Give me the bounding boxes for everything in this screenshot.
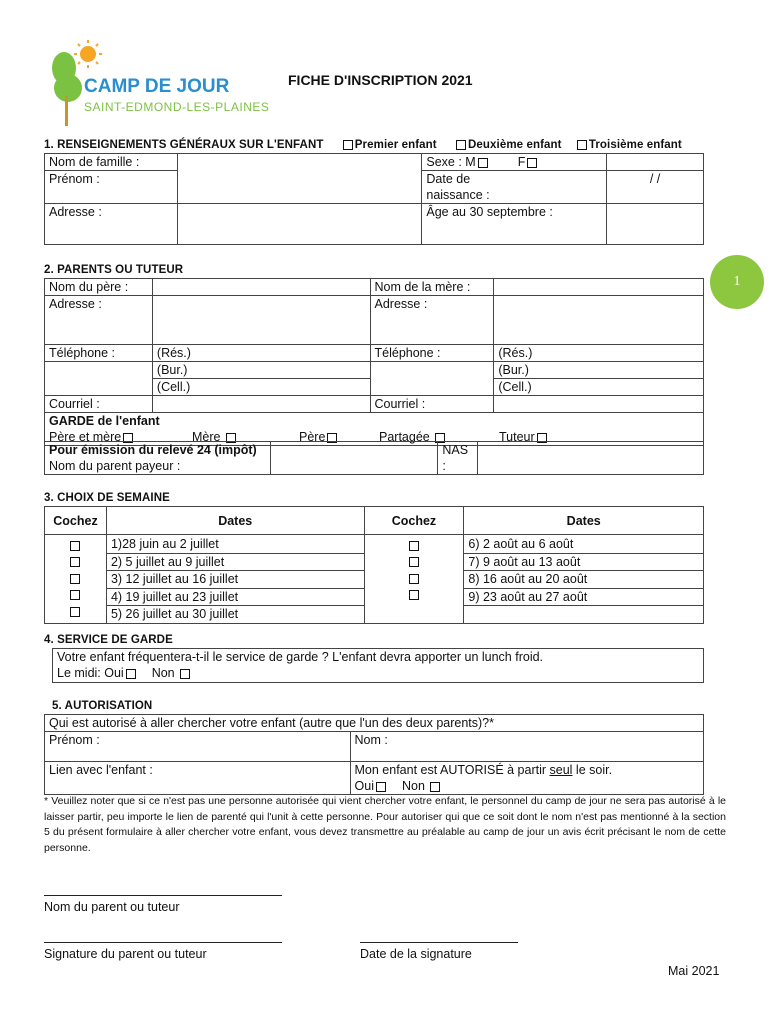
weeks-right-checks [364, 535, 464, 624]
father-phone-cell[interactable]: (Cell.) [152, 379, 370, 396]
logo-text-place: SAINT-EDMOND-LES-PLAINES [84, 100, 270, 114]
week-3-date: 3) 12 juillet au 16 juillet [107, 571, 364, 589]
s4-table [52, 648, 704, 683]
weeks-left-dates [106, 535, 364, 624]
sex-f-label: F [517, 155, 526, 169]
sex-label: Sexe : M [426, 155, 476, 169]
family-name-field[interactable] [177, 154, 422, 204]
mother-name-label: Nom de la mère : [370, 279, 494, 296]
weeks-table [44, 506, 704, 624]
mother-address-field[interactable] [494, 296, 704, 345]
dates-header-left: Dates [106, 507, 364, 535]
mother-phone-res[interactable]: (Rés.) [494, 345, 704, 362]
week-4-date: 4) 19 juillet au 23 juillet [107, 589, 364, 607]
blank [45, 362, 153, 379]
auth-question: Qui est autorisé à aller chercher votre enfant (autre que l'un des deux parents)?* [45, 715, 704, 732]
parent-name-line[interactable] [44, 895, 282, 896]
dob-field[interactable]: / / [607, 171, 704, 204]
footer-date: Mai 2021 [668, 964, 720, 978]
auth-alone-text-a: Mon enfant est AUTORISÉ à partir [354, 763, 550, 777]
nas-field[interactable] [478, 442, 704, 475]
payer-label: Nom du parent payeur : [49, 459, 181, 473]
logo-text-camp: CAMP DE JOUR [84, 76, 230, 97]
family-name-label: Nom de famille : [45, 154, 178, 171]
week-1-checkbox[interactable] [70, 541, 80, 551]
dob-label-1: Date de [426, 172, 471, 186]
weeks-left-checks [45, 535, 107, 624]
week-9-checkbox[interactable] [409, 590, 419, 600]
form-title: FICHE D'INSCRIPTION 2021 [288, 72, 473, 88]
s2-heading: 2. PARENTS OU TUTEUR [44, 264, 184, 276]
page-badge-number: 1 [733, 274, 741, 289]
sex-cell [422, 154, 607, 171]
cochez-header-left: Cochez [45, 507, 107, 535]
address-label: Adresse : [45, 204, 178, 245]
week-5-date: 5) 26 juillet au 30 juillet [110, 607, 239, 621]
signature-caption: Signature du parent ou tuteur [44, 947, 207, 961]
custody-shared-label: Partagée [379, 430, 430, 444]
auth-no-checkbox[interactable] [430, 782, 440, 792]
mother-email-label: Courriel : [370, 396, 494, 413]
father-phone-label: Téléphone : [45, 345, 153, 362]
father-name-label: Nom du père : [45, 279, 153, 296]
s1-heading [44, 139, 704, 151]
custody-both-label: Père et mère [49, 430, 122, 444]
weeks-right-dates [464, 535, 704, 624]
father-phone-bur[interactable]: (Bur.) [152, 362, 370, 379]
first-child-checkbox[interactable] [343, 140, 353, 150]
age-field[interactable] [607, 204, 704, 245]
lunch-no-label: Non [151, 666, 175, 680]
week-1-date: 1)28 juin au 2 juillet [107, 536, 364, 554]
third-child-label: Troisième enfant [588, 139, 682, 151]
blank [370, 362, 494, 379]
father-address-field[interactable] [152, 296, 370, 345]
payer-field[interactable] [270, 442, 438, 475]
father-name-field[interactable] [152, 279, 370, 296]
auth-alone-cell [350, 762, 703, 795]
mother-email-field[interactable] [494, 396, 704, 413]
auth-no-label: Non [401, 779, 425, 793]
lunch-yes-label: Le midi: Oui [57, 666, 124, 680]
auth-yes-label: Oui [354, 779, 374, 793]
week-8-checkbox[interactable] [409, 574, 419, 584]
sex-m-checkbox[interactable] [478, 158, 488, 168]
first-name-label: Prénom : [45, 171, 178, 204]
releve-label: Pour émission du relevé 24 (impôt) [49, 443, 257, 457]
custody-mother-label: Mère [192, 430, 221, 444]
page-badge [710, 255, 764, 309]
week-3-checkbox[interactable] [70, 574, 80, 584]
sex-f-checkbox[interactable] [527, 158, 537, 168]
mother-name-field[interactable] [494, 279, 704, 296]
mother-address-label: Adresse : [370, 296, 494, 345]
week-6-date: 6) 2 août au 6 août [464, 536, 703, 554]
logo [46, 38, 270, 128]
week-8-date: 8) 16 août au 20 août [464, 571, 703, 589]
auth-alone-text-b: le soir. [572, 763, 613, 777]
releve-table [44, 441, 704, 475]
auth-last-name-label: Nom : [350, 732, 703, 762]
father-address-label: Adresse : [45, 296, 153, 345]
blank [45, 379, 153, 396]
s4-heading: 4. SERVICE DE GARDE [44, 634, 173, 646]
parent-name-caption: Nom du parent ou tuteur [44, 900, 180, 914]
s5-heading: 5. AUTORISATION [52, 700, 153, 712]
s2-table [44, 278, 704, 446]
s5-table [44, 714, 704, 795]
s1-table [44, 153, 704, 245]
mother-phone-label: Téléphone : [370, 345, 494, 362]
address-field[interactable] [177, 204, 422, 245]
mother-phone-cell[interactable]: (Cell.) [494, 379, 704, 396]
s3-heading: 3. CHOIX DE SEMAINE [44, 492, 170, 504]
signature-line[interactable] [44, 942, 282, 943]
lunch-yes-checkbox[interactable] [126, 669, 136, 679]
date-line[interactable] [360, 942, 518, 943]
mother-phone-bur[interactable]: (Bur.) [494, 362, 704, 379]
sex-extra [607, 154, 704, 171]
s4-cell [53, 649, 704, 683]
father-email-label: Courriel : [45, 396, 153, 413]
week-2-checkbox[interactable] [70, 557, 80, 567]
custody-heading: GARDE de l'enfant [49, 414, 160, 428]
second-child-label: Deuxième enfant [468, 139, 562, 151]
father-email-field[interactable] [152, 396, 370, 413]
lunch-no-checkbox[interactable] [180, 669, 190, 679]
age-label: Âge au 30 septembre : [422, 204, 607, 245]
auth-note: * Veuillez noter que si ce n'est pas une personne autorisée qui vient chercher votre enfant, le personnel du camp de jour ne sera pas autorisé à le laisser partir, peu importe le lien de parenté qui l'unit à cette personne. Pour autoriser qui que ce soit dont le nom n'est pas mentionné à la section 5 du présent formulaire à aller chercher votre enfant, vous devez transmettre au préalable au camp de jour un avis écrit précisant le nom de cette personne. [44, 795, 726, 854]
blank [370, 379, 494, 396]
second-child-checkbox[interactable] [456, 140, 466, 150]
dob-label-2: naissance : [426, 188, 490, 202]
custody-father-label: Père [299, 430, 326, 444]
week-2-date: 2) 5 juillet au 9 juillet [107, 554, 364, 572]
auth-yes-checkbox[interactable] [376, 782, 386, 792]
custody-tutor-label: Tuteur [499, 430, 535, 444]
week-9-date: 9) 23 août au 27 août [464, 589, 703, 607]
father-phone-res[interactable]: (Rés.) [152, 345, 370, 362]
auth-relation-label: Lien avec l'enfant : [45, 762, 351, 795]
date-caption: Date de la signature [360, 947, 472, 961]
s1-title: 1. RENSEIGNEMENTS GÉNÉRAUX SUR L'ENFANT [44, 139, 324, 151]
auth-alone-text-u: seul [549, 763, 573, 777]
week-4-checkbox[interactable] [70, 590, 80, 600]
dates-header-right: Dates [464, 507, 704, 535]
first-child-label: Premier enfant [354, 139, 437, 151]
week-5-checkbox[interactable] [70, 607, 80, 617]
week-7-date: 7) 9 août au 13 août [464, 554, 703, 572]
third-child-checkbox[interactable] [577, 140, 587, 150]
dob-label-cell [422, 171, 607, 204]
week-6-checkbox[interactable] [409, 541, 419, 551]
nas-label: NAS : [438, 442, 478, 475]
auth-first-name-label: Prénom : [45, 732, 351, 762]
cochez-header-right: Cochez [364, 507, 464, 535]
daycare-question: Votre enfant fréquentera-t-il le service de garde ? L'enfant devra apporter un lunch froid. [57, 650, 544, 664]
week-7-checkbox[interactable] [409, 557, 419, 567]
releve-cell [45, 442, 271, 475]
